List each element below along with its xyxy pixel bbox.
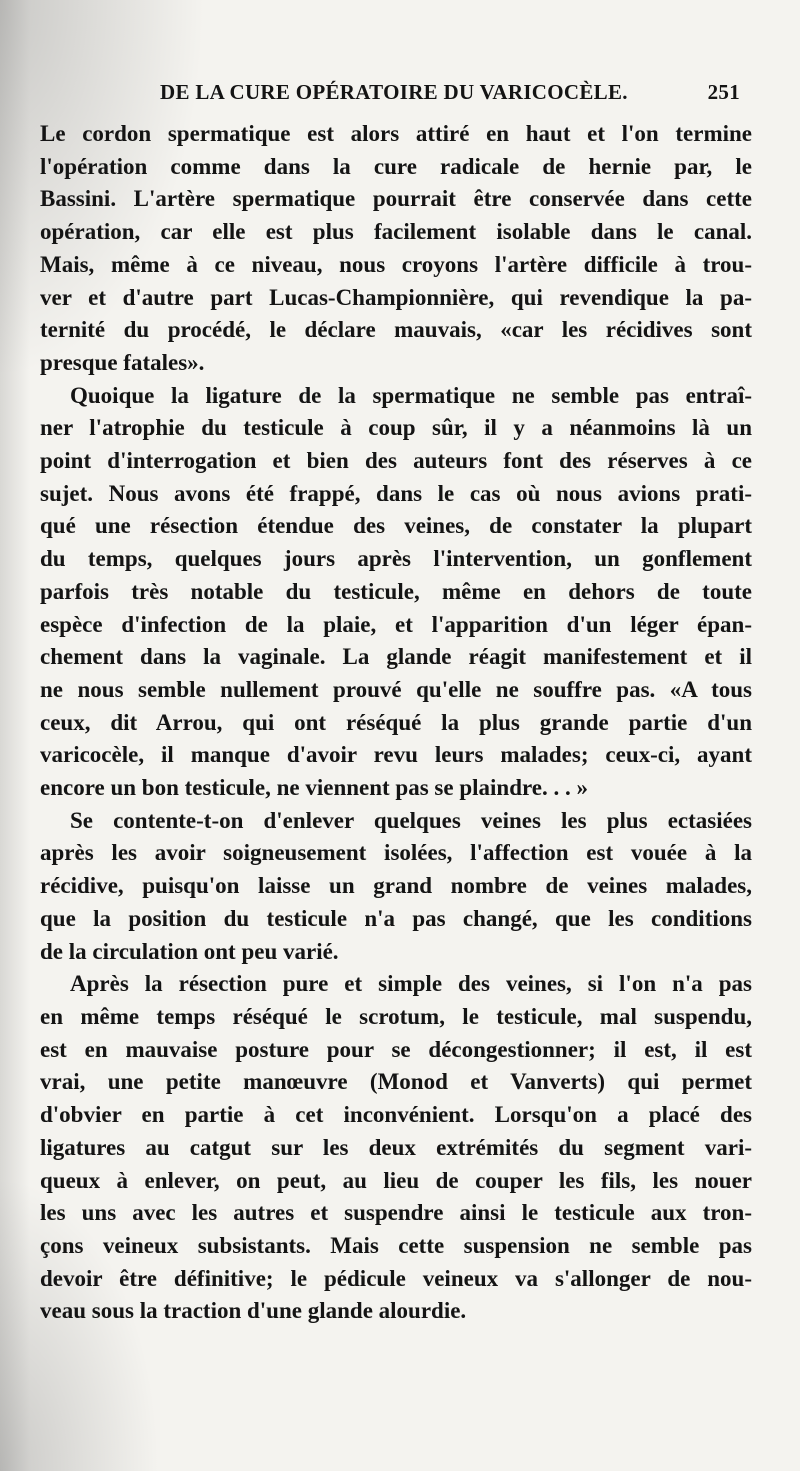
- text-line: l'opération comme dans la cure radicale de hernie par, le: [40, 153, 752, 179]
- page-number: 251: [707, 80, 740, 104]
- text-line: Mais, même à ce niveau, nous croyons l'artère difficile à trou-: [40, 251, 752, 277]
- body-text: [40, 118, 752, 1328]
- page-header: [160, 80, 740, 112]
- text-line: queux à enlever, on peut, au lieu de couper les fils, les nouer: [40, 1167, 752, 1193]
- text-line: de la circulation ont peu varié.: [40, 938, 339, 964]
- text-line: Le cordon spermatique est alors attiré en haut et l'on termine: [40, 121, 752, 146]
- text-line: presque fatales».: [40, 349, 205, 375]
- text-line: veau sous la traction d'une glande alourdie.: [40, 1298, 467, 1324]
- paragraph: [40, 805, 752, 969]
- running-title: DE LA CURE OPÉRATOIRE DU VARICOCÈLE.: [160, 80, 628, 104]
- text-line: les uns avec les autres et suspendre ainsi le testicule aux tron-: [40, 1200, 752, 1226]
- text-line: sujet. Nous avons été frappé, dans le cas où nous avions prati-: [40, 480, 752, 506]
- text-line: chement dans la vaginale. La glande réagit manifestement et il: [40, 644, 752, 670]
- text-line: est en mauvaise posture pour se décongestionner; il est, il est: [40, 1036, 752, 1062]
- text-line: en même temps réséqué le scrotum, le testicule, mal suspendu,: [40, 1003, 752, 1029]
- text-line: varicocèle, il manque d'avoir revu leurs malades; ceux-ci, ayant: [40, 742, 752, 768]
- text-line: çons veineux subsistants. Mais cette suspension ne semble pas: [40, 1232, 752, 1258]
- text-line: Après la résection pure et simple des veines, si l'on n'a pas: [70, 971, 752, 997]
- paragraph: [40, 118, 752, 380]
- text-line: ceux, dit Arrou, qui ont réséqué la plus grande partie d'un: [40, 709, 752, 735]
- text-line: récidive, puisqu'on laisse un grand nombre de veines malades,: [40, 873, 752, 899]
- text-line: du temps, quelques jours après l'intervention, un gonflement: [40, 546, 752, 572]
- paragraph: [40, 968, 752, 1328]
- text-line: ner l'atrophie du testicule à coup sûr, il y a néanmoins là un: [40, 415, 752, 441]
- text-line: vrai, une petite manœuvre (Monod et Vanverts) qui permet: [40, 1069, 752, 1095]
- text-line: d'obvier en partie à cet inconvénient. Lorsqu'on a placé des: [40, 1102, 752, 1128]
- text-line: parfois très notable du testicule, même en dehors de toute: [40, 578, 752, 604]
- text-line: qué une résection étendue des veines, de constater la plupart: [40, 513, 752, 539]
- text-line: que la position du testicule n'a pas changé, que les conditions: [40, 905, 752, 931]
- text-line: ne nous semble nullement prouvé qu'elle ne souffre pas. «A tous: [40, 676, 752, 702]
- text-line: espèce d'infection de la plaie, et l'apparition d'un léger épan-: [40, 611, 752, 637]
- text-line: devoir être définitive; le pédicule veineux va s'allonger de nou-: [40, 1265, 752, 1291]
- paragraph: [40, 380, 752, 805]
- text-line: ternité du procédé, le déclare mauvais, «car les récidives sont: [40, 317, 752, 343]
- text-line: Bassini. L'artère spermatique pourrait être conservée dans cette: [40, 186, 752, 212]
- text-line: ver et d'autre part Lucas-Championnière, qui revendique la pa-: [40, 284, 752, 310]
- text-line: point d'interrogation et bien des auteurs font des réserves à ce: [40, 448, 752, 474]
- text-line: Quoique la ligature de la spermatique ne semble pas entraî-: [70, 382, 752, 408]
- text-line: ligatures au catgut sur les deux extrémités du segment vari-: [40, 1134, 752, 1160]
- text-line: opération, car elle est plus facilement isolable dans le canal.: [40, 219, 752, 245]
- text-line: après les avoir soigneusement isolées, l'affection est vouée à la: [40, 840, 752, 866]
- text-line: encore un bon testicule, ne viennent pas se plaindre. . . »: [40, 775, 588, 801]
- text-line: Se contente-t-on d'enlever quelques veines les plus ectasiées: [70, 807, 752, 833]
